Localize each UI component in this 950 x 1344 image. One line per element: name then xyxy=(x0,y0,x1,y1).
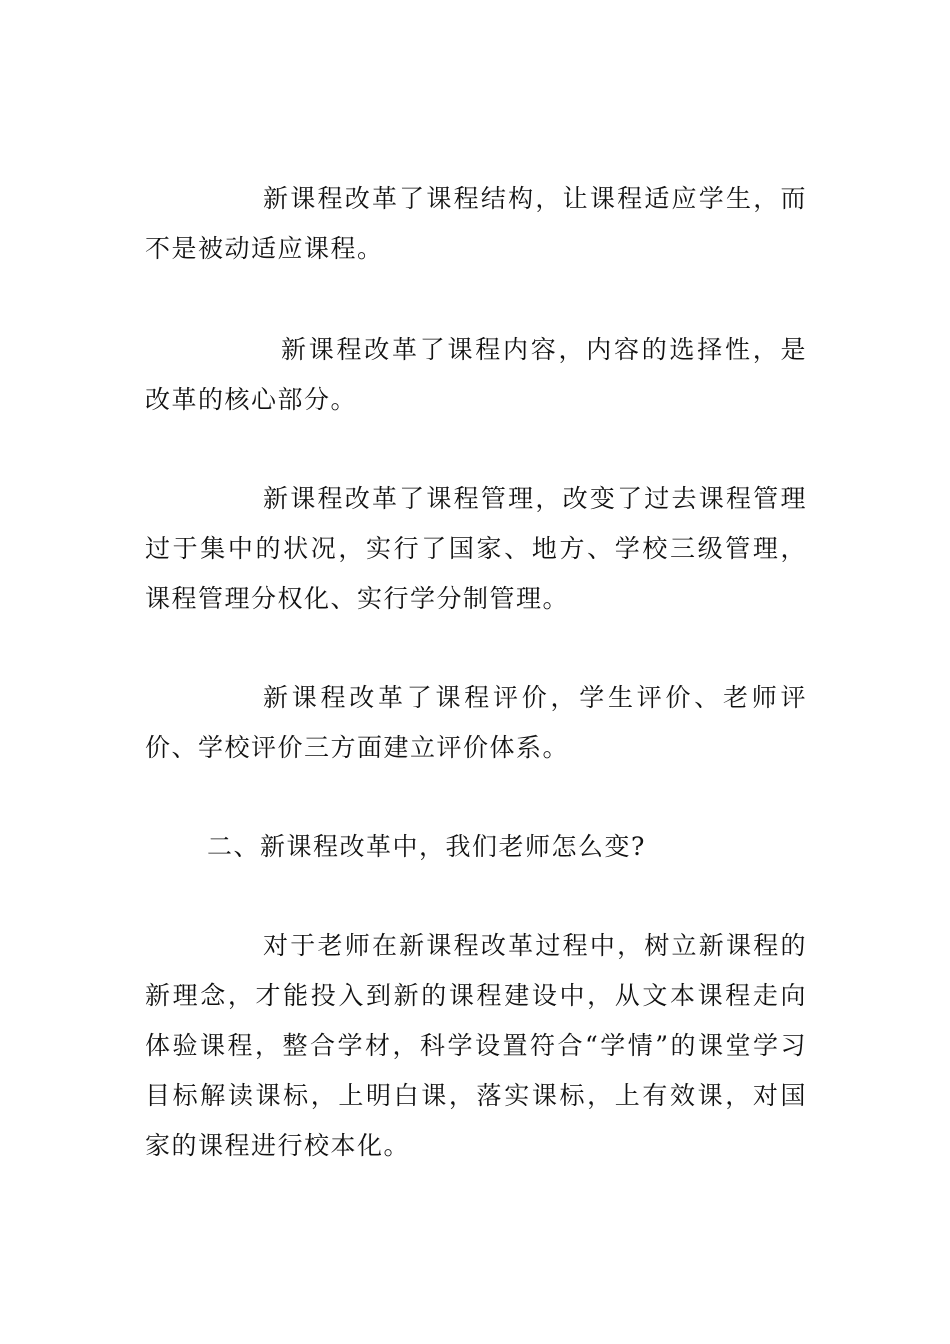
paragraph-course-structure: 新课程改革了课程结构，让课程适应学生，而不是被动适应课程。 xyxy=(145,184,807,263)
section-heading-teacher-change: 二、新课程改革中，我们老师怎么变? xyxy=(207,832,646,861)
paragraph-teacher-role: 对于老师在新课程改革过程中，树立新课程的新理念，才能投入到新的课程建设中，从文本课程走向体验课程，整合学材，科学设置符合“学情”的课堂学习目标解读课标，上明白课，落实课标，上有效课，对国家的课程进行校本化。 xyxy=(145,931,807,1160)
paragraph-course-evaluation: 新课程改革了课程评价，学生评价、老师评价、学校评价三方面建立评价体系。 xyxy=(145,683,807,762)
paragraph-course-content: 新课程改革了课程内容，内容的选择性，是改革的核心部分。 xyxy=(145,335,807,414)
paragraph-course-management: 新课程改革了课程管理，改变了过去课程管理过于集中的状况，实行了国家、地方、学校三级管理，课程管理分权化、实行学分制管理。 xyxy=(145,484,807,613)
